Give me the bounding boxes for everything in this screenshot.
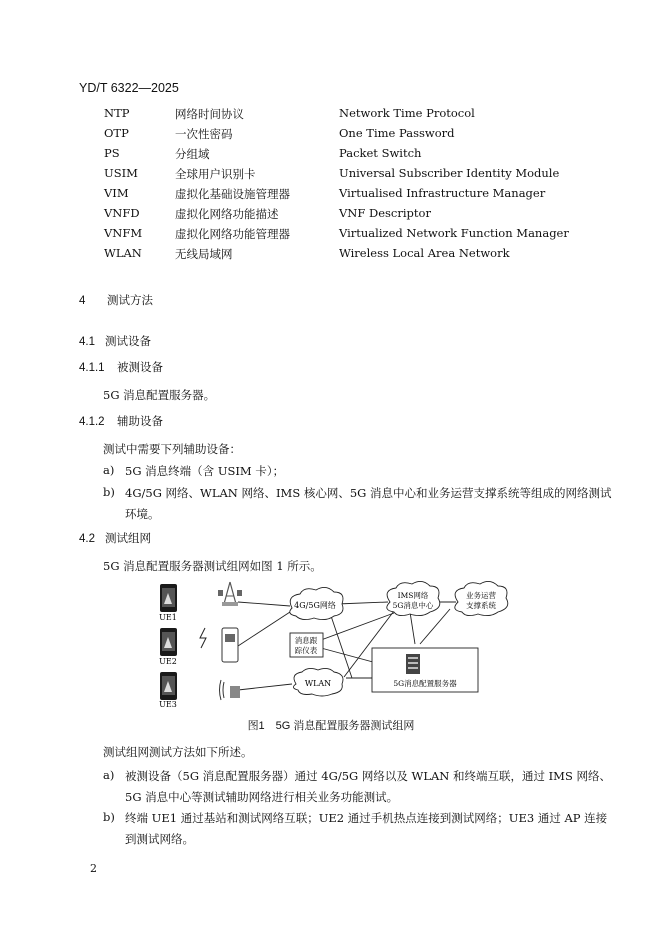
network-method-item-b-line2: 到测试网络。: [125, 832, 194, 846]
section-4-2-method: 测试组网测试方法如下所述。: [103, 745, 253, 759]
network-method-item-a-line2: 5G 消息中心等测试辅助网络进行相关业务功能测试。: [125, 790, 399, 804]
abbr-code: VNFD: [104, 206, 140, 220]
message-tracer-box: [290, 633, 323, 657]
abbr-code: USIM: [104, 166, 138, 180]
section-4-1-1-text: 5G 消息配置服务器。: [103, 388, 216, 402]
list-marker-b-2: b): [103, 810, 115, 824]
abbr-english-term: Universal Subscriber Identity Module: [339, 166, 560, 180]
abbr-english-term: Packet Switch: [339, 146, 422, 160]
config-server-box: [372, 648, 478, 692]
abbr-chinese-term: 虚拟化基础设施管理器: [175, 187, 290, 201]
wlan-label: WLAN: [304, 679, 332, 688]
section-4-2-heading: 4.2 测试组网: [79, 533, 151, 545]
abbr-english-term: VNF Descriptor: [339, 206, 431, 220]
aux-device-item-b-line1: 4G/5G 网络、WLAN 网络、IMS 核心网、5G 消息中心和业务运营支撑系统等组成的网络测试: [125, 486, 612, 500]
list-marker-a-2: a): [103, 768, 115, 782]
4g5g-network-label: 4G/5G网络: [294, 601, 336, 610]
section-4-1-heading: 4.1 测试设备: [79, 336, 151, 348]
abbr-chinese-term: 网络时间协议: [175, 107, 244, 121]
4g5g-network-cloud: [290, 587, 343, 619]
ims-network-label-line2: 5G消息中心: [392, 601, 434, 610]
ims-network-label-line1: IMS网络: [397, 591, 429, 600]
ue2-phone-icon: [160, 628, 177, 656]
aux-device-item-a: 5G 消息终端（含 USIM 卡）；: [125, 464, 285, 478]
hotspot-phone-icon: [222, 628, 238, 662]
abbr-chinese-term: 无线局域网: [175, 247, 233, 261]
network-method-item-b-line1: 终端 UE1 通过基站和测试网络互联；UE2 通过手机热点连接到测试网络；UE3 通过 AP 连接: [125, 811, 608, 825]
abbr-chinese-term: 分组域: [175, 147, 210, 161]
list-marker-b: b): [103, 485, 115, 499]
tracer-label-line1: 消息跟: [294, 636, 318, 645]
abbr-code: VNFM: [104, 226, 143, 240]
oss-cloud: [455, 581, 508, 615]
abbr-chinese-term: 虚拟化网络功能管理器: [175, 227, 290, 241]
abbr-english-term: One Time Password: [339, 126, 455, 140]
network-method-item-a-line1: 被测设备（5G 消息配置服务器）通过 4G/5G 网络以及 WLAN 和终端互联，通过 IMS 网络、: [125, 769, 611, 783]
ue1-label: UE1: [159, 613, 177, 622]
abbr-chinese-term: 全球用户识别卡: [175, 167, 256, 181]
section-4-1-2-intro: 测试中需要下列辅助设备：: [103, 442, 241, 456]
abbr-english-term: Wireless Local Area Network: [339, 246, 510, 260]
list-marker-a: a): [103, 463, 115, 477]
figure-1-caption: 图1 5G 消息配置服务器测试组网: [247, 720, 415, 732]
oss-label-line2: 支撑系统: [466, 601, 496, 610]
oss-label-line1: 业务运营: [466, 591, 496, 600]
ue1-phone-icon: [160, 584, 177, 612]
abbr-english-term: Virtualized Network Function Manager: [339, 226, 569, 240]
ue3-phone-icon: [160, 672, 177, 700]
tracer-label-line2: 踪仪表: [294, 646, 318, 655]
test-network-diagram: [150, 578, 530, 710]
page-number: 2: [90, 862, 97, 875]
abbr-chinese-term: 一次性密码: [175, 127, 233, 141]
section-4-2-intro: 5G 消息配置服务器测试组网如图 1 所示。: [103, 559, 322, 573]
abbr-chinese-term: 虚拟化网络功能描述: [175, 207, 279, 221]
ue3-label: UE3: [159, 700, 177, 709]
ue2-label: UE2: [159, 657, 177, 666]
abbr-english-term: Virtualised Infrastructure Manager: [339, 186, 546, 200]
section-4-1-1-heading: 4.1.1 被测设备: [79, 362, 163, 374]
abbr-code: NTP: [104, 106, 130, 120]
wireless-link-icon: [200, 628, 206, 648]
abbr-english-term: Network Time Protocol: [339, 106, 475, 120]
abbr-code: WLAN: [104, 246, 142, 260]
ims-network-cloud: [387, 581, 440, 615]
doc-header-code: YD/T 6322—2025: [79, 81, 179, 95]
section-4-heading: 4 测试方法: [79, 295, 153, 307]
abbr-code: PS: [104, 146, 120, 160]
section-4-1-2-heading: 4.1.2 辅助设备: [79, 416, 163, 428]
server-label: 5G消息配置服务器: [393, 679, 457, 688]
wifi-ap-icon: [220, 680, 241, 700]
abbr-code: OTP: [104, 126, 129, 140]
wlan-cloud: [293, 668, 343, 696]
abbr-code: VIM: [104, 186, 129, 200]
aux-device-item-b-line2: 环境。: [125, 507, 160, 521]
